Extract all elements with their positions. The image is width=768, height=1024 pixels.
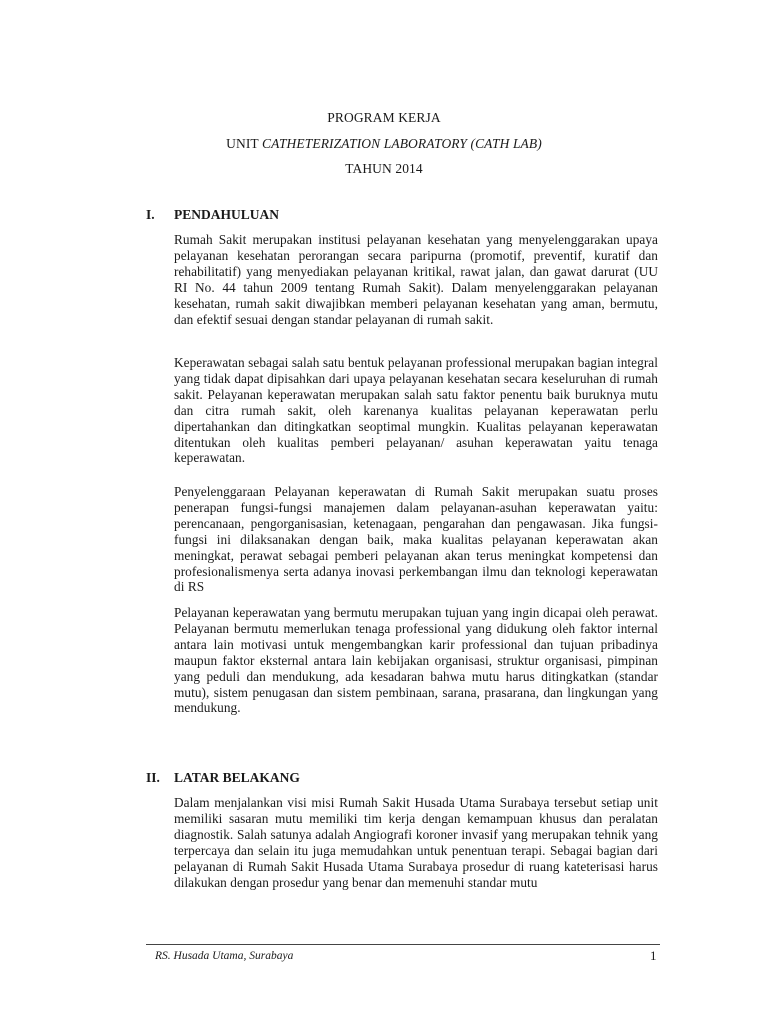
document-year: TAHUN 2014 bbox=[345, 161, 423, 176]
document-title: PROGRAM KERJA bbox=[327, 110, 441, 125]
paragraph: Rumah Sakit merupakan institusi pelayanan kesehatan yang menyelenggarakan upaya pelayanan kesehatan perorangan secara paripurna (promotif, preventif, kuratif dan rehabilitatif) yang menyediakan pelayanan kritikal, rawat jalan, dan gawat darurat (UU RI No. 44 tahun 2009 tentang Rumah Sakit). Dalam menyelenggarakan pelayanan kesehatan, rumah sakit diwajibkan memberi pelayanan kesehatan yang aman, bermutu, dan efektif sesuai dengan standar pelayanan di rumah sakit. bbox=[174, 232, 658, 327]
section-title: PENDAHULUAN bbox=[174, 207, 280, 222]
paragraph: Pelayanan keperawatan yang bermutu merupakan tujuan yang ingin dicapai oleh perawat. Pelayanan bermutu memerlukan tenaga professional yang didukung oleh faktor internal antara lain motivasi untuk mengembangkan karir professional dan tujuan pribadinya maupun faktor eksternal antara lain kebijakan organisasi, struktur organisasi, pimpinan yang peduli dan mendukung, ada kesadaran bahwa mutu harus ditingkatkan (standar mutu), sistem penugasan dan sistem pembinaan, sarana, prasarana, dan lingkungan yang mendukung. bbox=[174, 605, 658, 716]
subtitle-italic: CATHETERIZATION LABORATORY (CATH LAB) bbox=[262, 136, 542, 151]
footer-divider bbox=[146, 944, 660, 945]
section-heading-pendahuluan bbox=[146, 207, 279, 223]
subtitle-prefix: UNIT bbox=[226, 136, 262, 151]
document-subtitle bbox=[0, 136, 768, 152]
footer-text: RS. Husada Utama, Surabaya bbox=[155, 950, 294, 962]
section-heading-latar-belakang bbox=[146, 770, 300, 786]
section-number: I. bbox=[146, 207, 155, 222]
page-number: 1 bbox=[650, 948, 657, 963]
paragraph: Dalam menjalankan visi misi Rumah Sakit Husada Utama Surabaya tersebut setiap unit memiliki sasaran mutu memiliki tim kerja dengan kemampuan khusus dan peralatan diagnostik. Salah satunya adalah Angiografi koroner invasif yang merupakan tehnik yang terpercaya dan selain itu juga memudahkan untuk penentuan terapi. Sebagai bagian dari pelayanan di Rumah Sakit Husada Utama Surabaya prosedur di ruang kateterisasi harus dilakukan dengan prosedur yang benar dan memenuhi standar mutu bbox=[174, 795, 658, 890]
paragraph: Keperawatan sebagai salah satu bentuk pelayanan professional merupakan bagian integral yang tidak dapat dipisahkan dari upaya pelayanan kesehatan secara keseluruhan di rumah sakit. Pelayanan keperawatan merupakan salah satu faktor penentu baik buruknya mutu dan citra rumah sakit, oleh karenanya kualitas pelayanan keperawatan perlu dipertahankan dan ditingkatkan seoptimal mungkin. Kualitas pelayanan keperawatan ditentukan oleh kualitas pemberi pelayanan/ asuhan keperawatan yaitu tenaga keperawatan. bbox=[174, 355, 658, 466]
paragraph: Penyelenggaraan Pelayanan keperawatan di Rumah Sakit merupakan suatu proses penerapan fungsi-fungsi manajemen dalam pelayanan-asuhan keperawatan yaitu: perencanaan, pengorganisasian, ketenagaan, pengarahan dan pengawasan. Jika fungsi-fungsi ini dilaksanakan dengan baik, maka kualitas pelayanan keperawatan akan meningkat, perawat sebagai pemberi pelayanan akan terus meningkat kompetensi dan profesionalismenya serta adanya inovasi perkembangan ilmu dan teknologi keperawatan di RS bbox=[174, 484, 658, 595]
section-number: II. bbox=[146, 770, 160, 785]
section-title: LATAR BELAKANG bbox=[174, 770, 300, 785]
